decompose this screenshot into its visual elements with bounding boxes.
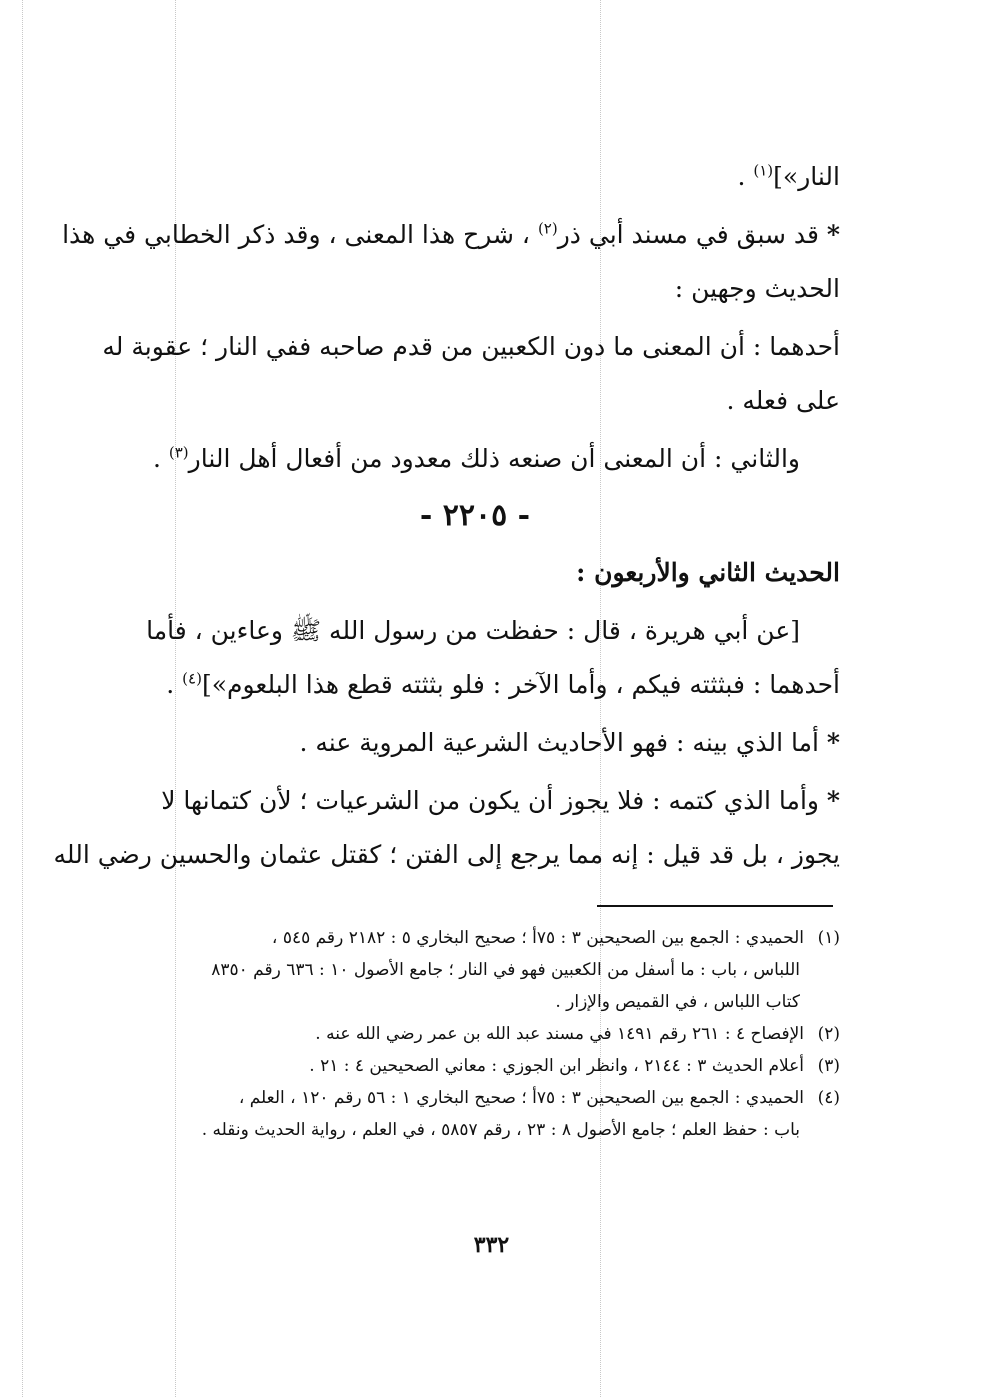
body-line-4 [102, 320, 840, 374]
bullet-star: * [826, 220, 840, 249]
body-line-3 [110, 262, 840, 316]
footnote-1-cont [115, 954, 840, 986]
comment-line-text: يجوز ، بل قد قيل : إنه مما يرجع إلى الفتن ؛ كقتل عثمان والحسين رضي الله [53, 840, 840, 869]
footnote-number: (١) [817, 928, 840, 948]
footnote-text: الإفصاح ٤ : ٢٦١ رقم ١٤٩١ في مسند عبد الله بن عمر رضي الله عنه . [315, 1024, 804, 1044]
body-line-text: والثاني : أن المعنى أن صنعه ذلك معدود من أفعال أهل النار [188, 444, 800, 473]
body-line-6 [110, 432, 840, 486]
body-line-tail: . [152, 444, 169, 473]
footnote-1 [115, 922, 840, 954]
body-line-2 [62, 208, 840, 262]
hadith-heading: الحديث الثاني والأربعون : [576, 558, 840, 587]
comment-line-1 [110, 716, 840, 770]
bullet-star: * [826, 786, 840, 815]
hadith-line-2 [110, 658, 840, 712]
page-number: ٣٣٢ [473, 1232, 510, 1258]
scan-guide-left [22, 0, 23, 1397]
bullet-star: * [826, 728, 840, 757]
footnote-number: (٣) [817, 1056, 840, 1076]
comment-line-2 [110, 774, 840, 828]
body-line-tail: ، شرح هذا المعنى ، وقد ذكر الخطابي في هذا [62, 220, 538, 249]
footnote-ref: (٣) [168, 443, 189, 462]
body-line-text: النار»] [773, 162, 840, 191]
footnotes [115, 922, 840, 1146]
body-line-1 [110, 150, 840, 204]
footnote-number: (٢) [817, 1024, 840, 1044]
footnote-1-cont [115, 986, 840, 1018]
comment-line-text: وأما الذي كتمه : فلا يجوز أن يكون من الشرعيات ؛ لأن كتمانها لا [161, 786, 819, 815]
footnote-text: الحميدي : الجمع بين الصحيحين ٣ : ٧٥أ ؛ صحيح البخاري ١ : ٥٦ رقم ١٢٠ ، العلم ، [238, 1088, 804, 1108]
footnote-ref: (٤) [182, 669, 202, 688]
footnote-2 [115, 1018, 840, 1050]
main-text [53, 150, 840, 882]
hadith-line-1 [110, 604, 840, 658]
body-line-text: الحديث وجهين : [674, 274, 840, 303]
footnote-3 [115, 1050, 840, 1082]
body-line-text: أحدهما : أن المعنى ما دون الكعبين من قدم صاحبه ففي النار ؛ عقوبة له [102, 332, 840, 361]
body-line-tail: . [737, 162, 754, 191]
footnote-ref: (١) [753, 161, 774, 180]
footnote-text: أعلام الحديث ٣ : ٢١٤٤ ، وانظر ابن الجوزي : معاني الصحيحين ٤ : ٢١ . [309, 1056, 804, 1076]
footnote-number: (٤) [817, 1088, 840, 1108]
hadith-line-text: أحدهما : فبثثته فيكم ، وأما الآخر : فلو بثثته قطع هذا البلعوم»] [201, 670, 840, 699]
footnote-separator [597, 905, 833, 907]
footnote-4 [115, 1082, 840, 1114]
comment-line-text: أما الذي بينه : فهو الأحاديث الشرعية المروية عنه . [299, 728, 819, 757]
footnote-4-cont [115, 1114, 840, 1146]
comment-line-3 [53, 828, 840, 882]
body-line-text: قد سبق في مسند أبي ذر [557, 220, 819, 249]
footnote-text: الحميدي : الجمع بين الصحيحين ٣ : ٧٥أ ؛ صحيح البخاري ٥ : ٢١٨٢ رقم ٥٤٥ ، [271, 928, 804, 948]
hadith-line-tail: . [166, 670, 183, 699]
body-line-5 [110, 374, 840, 428]
hadith-line-text: [عن أبي هريرة ، قال : حفظت من رسول الله ﷺ وعاءين ، فأما [146, 616, 800, 645]
footnote-text: باب : حفظ العلم ؛ جامع الأصول ٨ : ٢٣ ، رقم ٥٨٥٧ ، في العلم ، رواية الحديث ونقله . [201, 1120, 800, 1140]
body-line-text: على فعله . [726, 386, 840, 415]
footnote-text: كتاب اللباس ، في القميص والإزار . [555, 992, 800, 1012]
section-number: - ٢٢٠٥ - [419, 498, 531, 533]
footnote-text: اللباس ، باب : ما أسفل من الكعبين فهو في النار ؛ جامع الأصول ١٠ : ٦٣٦ رقم ٨٣٥٠ [211, 960, 800, 980]
footnote-ref: (٢) [537, 219, 558, 238]
